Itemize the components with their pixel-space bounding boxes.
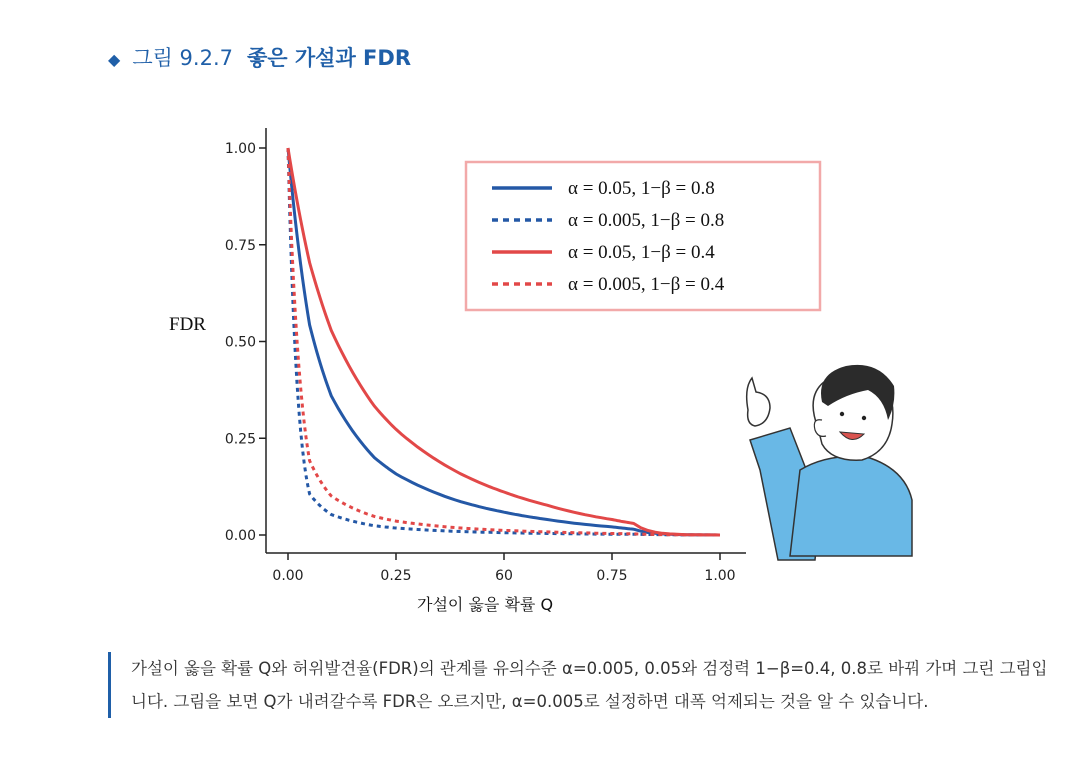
y-tick-label: 0.25 <box>224 431 256 448</box>
y-tick-label: 0.00 <box>224 528 256 544</box>
x-tick-label: 0.25 <box>380 568 412 584</box>
diamond-icon: ◆ <box>108 50 121 69</box>
x-tick-label: 1.00 <box>704 568 736 584</box>
legend-label-2: α = 0.005, 1−β = 0.8 <box>568 210 725 231</box>
legend <box>466 162 820 310</box>
x-axis-label: 가설이 옳을 확률 Q <box>417 595 554 614</box>
legend-label-4: α = 0.005, 1−β = 0.4 <box>568 274 725 295</box>
figure-number: 그림 9.2.7 <box>132 46 233 70</box>
x-tick-label: 0.00 <box>272 568 304 584</box>
legend-label-3: α = 0.05, 1−β = 0.4 <box>568 242 715 263</box>
figure-caption: 가설이 옳을 확률 Q와 허위발견율(FDR)의 관계를 유의수준 α=0.005, 0.05와 검정력 1−β=0.4, 0.8로 바꿔 가며 그린 그림입니다. 그림을 보면 Q가 내려갈수록 FDR은 오르지만, α=0.005로 설정하면 대폭 억제되는 것을 알 수 있습니다. <box>108 652 1051 718</box>
x-tick-label: 0.75 <box>596 568 628 584</box>
legend-label-1: α = 0.05, 1−β = 0.8 <box>568 178 715 199</box>
y-tick-label: 0.75 <box>224 237 256 254</box>
y-axis-label: FDR <box>169 314 206 335</box>
x-tick-label: 60 <box>495 568 513 584</box>
y-tick-label: 1.00 <box>224 141 256 157</box>
y-tick-label: 0.50 <box>224 334 256 351</box>
figure-name: 좋은 가설과 FDR <box>247 46 411 70</box>
pointing-man-illustration <box>747 365 912 560</box>
